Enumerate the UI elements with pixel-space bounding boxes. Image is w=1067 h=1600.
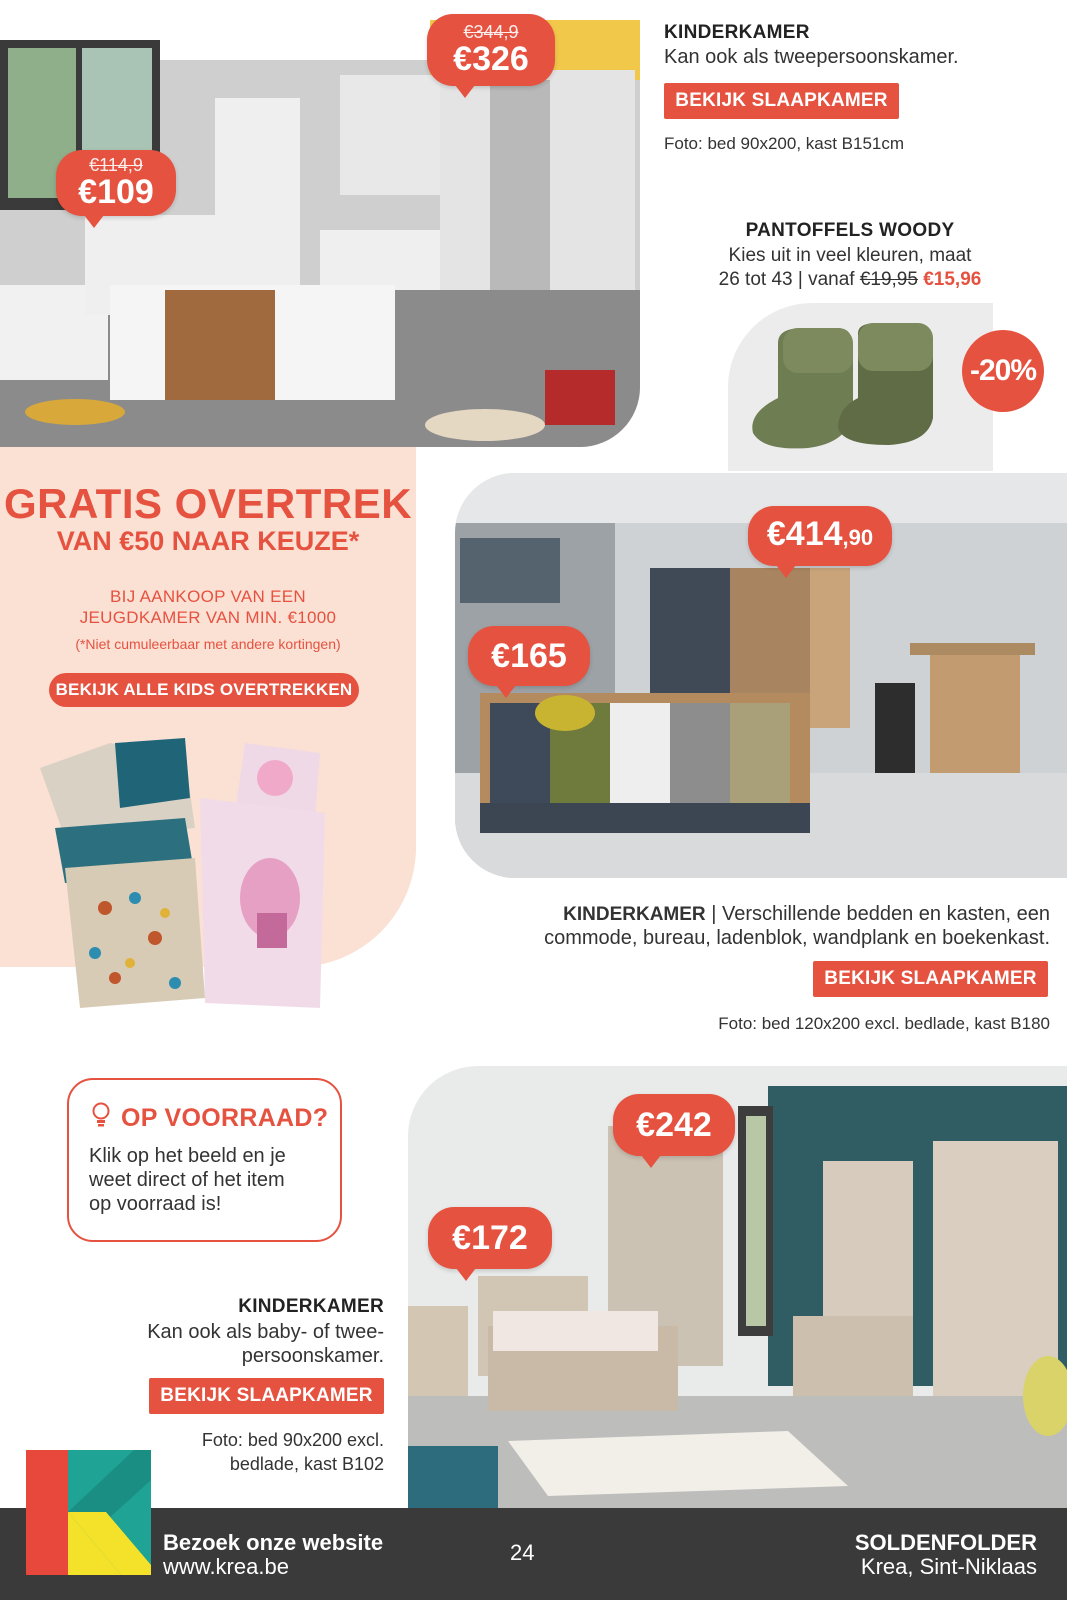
middle-description-line-2: commode, bureau, ladenblok, wandplank en boekenkast. — [544, 927, 1050, 949]
footer-folder-title: SOLDENFOLDER — [854, 1530, 1037, 1555]
slippers-line-1: Kies uit in veel kleuren, maat — [728, 245, 972, 266]
promo-headline: GRATIS OVERTREK — [3, 480, 413, 527]
photo-caption-bottom-line-2: bedlade, kast B102 — [229, 1454, 384, 1474]
price-bubble-bed-top — [56, 150, 176, 216]
new-price: €326 — [453, 40, 529, 78]
middle-description-line-1 — [460, 902, 1050, 927]
promo-line-2: JEUGDKAMER VAN MIN. €1000 — [79, 608, 337, 627]
stock-text-line-1: Klik op het beeld en je — [89, 1145, 286, 1167]
photo-caption-top: Foto: bed 90x200, kast B151cm — [664, 134, 905, 153]
promo-footnote: (*Niet cumuleerbaar met andere kortingen) — [75, 636, 341, 652]
promo-line-1: BIJ AANKOOP VAN EEN — [110, 587, 306, 606]
new-price: €242 — [636, 1106, 712, 1144]
price-bubble-bed-middle — [468, 626, 590, 686]
new-price: €165 — [491, 637, 567, 675]
price-bubble-bed-bottom — [428, 1207, 552, 1269]
bekijk-slaapkamer-button-top[interactable]: BEKIJK SLAAPKAMER — [664, 83, 899, 119]
stock-text-line-3: op voorraad is! — [89, 1193, 222, 1215]
slippers-old-price: €19,95 — [859, 269, 918, 290]
section-title-top: KINDERKAMER — [664, 22, 810, 43]
price-cents: ,90 — [842, 525, 874, 550]
slippers-title: PANTOFFELS WOODY — [745, 220, 955, 241]
old-price: €344,9 — [463, 22, 519, 42]
duvet-covers-photo[interactable] — [35, 738, 340, 1018]
stock-text-line-2: weet direct of het item — [89, 1169, 285, 1191]
footer-visit-text: Bezoek onze website — [163, 1530, 384, 1555]
footer-website-link[interactable]: www.krea.be — [163, 1554, 289, 1579]
section-title-middle: KINDERKAMER — [563, 904, 706, 925]
bekijk-slaapkamer-button-middle[interactable]: BEKIJK SLAAPKAMER — [813, 961, 1048, 997]
lightbulb-icon — [91, 1102, 111, 1135]
slippers-size-range: 26 tot 43 | vanaf — [718, 269, 860, 290]
page-number: 24 — [510, 1540, 535, 1565]
promo-subheadline: VAN €50 NAAR KEUZE* — [56, 526, 360, 556]
photo-caption-bottom-line-1: Foto: bed 90x200 excl. — [201, 1430, 384, 1450]
footer — [0, 1508, 1067, 1600]
middle-description-text: | Verschillende bedden en kasten, een — [705, 903, 1050, 925]
footer-store-name: Krea, Sint-Niklaas — [860, 1554, 1037, 1579]
photo-caption-middle: Foto: bed 120x200 excl. bedlade, kast B180 — [718, 1014, 1050, 1033]
discount-badge — [962, 330, 1044, 412]
old-price: €114,9 — [89, 155, 143, 175]
slippers-new-price: €15,96 — [923, 269, 982, 290]
new-price — [767, 516, 873, 556]
discount-text: -20% — [969, 354, 1037, 387]
price-main: €414 — [766, 515, 843, 553]
new-price: €109 — [78, 173, 154, 211]
price-bubble-wardrobe-bottom — [613, 1094, 735, 1156]
bottom-line-2: persoonskamer. — [241, 1345, 384, 1367]
kinderkamer-photo-3[interactable] — [408, 1066, 1067, 1508]
slippers-line-2 — [660, 268, 1040, 292]
stock-info-box — [67, 1078, 342, 1242]
krea-logo[interactable] — [26, 1450, 151, 1575]
kids-overtrekken-button[interactable]: BEKIJK ALLE KIDS OVERTREKKEN — [49, 673, 359, 707]
section-subtitle-top: Kan ook als tweepersoonskamer. — [664, 46, 959, 68]
slippers-photo[interactable] — [728, 303, 993, 471]
stock-heading: OP VOORRAAD? — [121, 1104, 329, 1132]
price-bubble-wardrobe-top — [427, 14, 555, 86]
price-bubble-wardrobe-middle — [748, 506, 892, 566]
new-price: €172 — [452, 1219, 528, 1257]
bekijk-slaapkamer-button-bottom[interactable]: BEKIJK SLAAPKAMER — [149, 1378, 384, 1414]
section-title-bottom: KINDERKAMER — [238, 1296, 384, 1317]
bottom-line-1: Kan ook als baby- of twee- — [147, 1321, 384, 1343]
